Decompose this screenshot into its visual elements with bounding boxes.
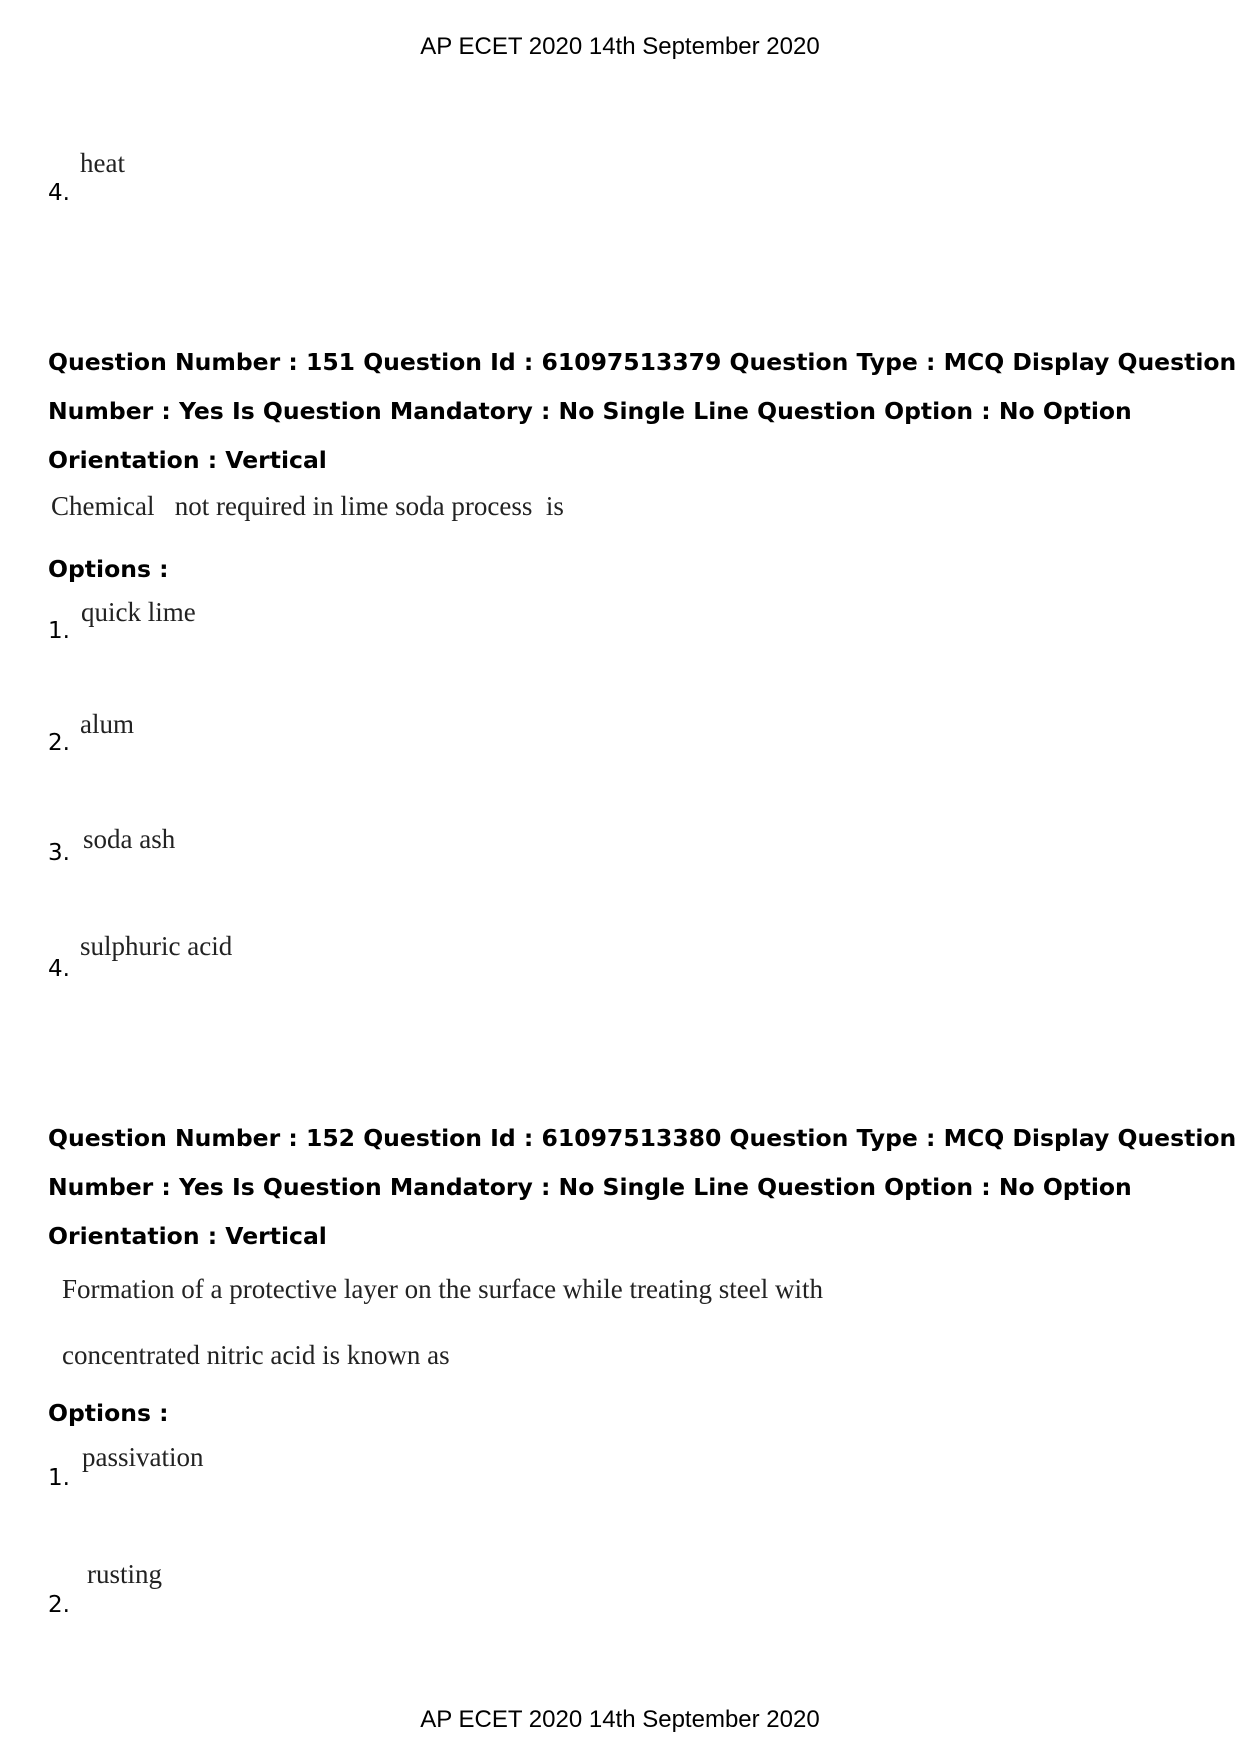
option-number: 3. [48, 840, 70, 866]
option-number: 2. [48, 730, 70, 756]
option-number: 1. [48, 1465, 70, 1491]
question-meta-line: Question Number : 151 Question Id : 61097513379 Question Type : MCQ Display Question [48, 348, 1237, 376]
page-header: AP ECET 2020 14th September 2020 [420, 33, 820, 60]
question-text: concentrated nitric acid is known as [62, 1340, 450, 1370]
question-text: Formation of a protective layer on the surface while treating steel with [62, 1274, 823, 1304]
option-number: 2. [48, 1592, 70, 1618]
option-text: passivation [82, 1442, 204, 1472]
question-meta-line: Number : Yes Is Question Mandatory : No Single Line Question Option : No Option [48, 1173, 1132, 1201]
option-text: heat [80, 148, 125, 178]
question-meta-line: Orientation : Vertical [48, 1222, 327, 1250]
option-text: sulphuric acid [80, 931, 233, 961]
question-meta-line: Question Number : 152 Question Id : 61097513380 Question Type : MCQ Display Question [48, 1124, 1237, 1152]
option-number: 4. [48, 180, 70, 206]
question-meta-line: Number : Yes Is Question Mandatory : No Single Line Question Option : No Option [48, 397, 1132, 425]
option-text: alum [80, 709, 134, 739]
page-footer: AP ECET 2020 14th September 2020 [420, 1706, 820, 1733]
option-text: rusting [87, 1559, 163, 1589]
question-meta-line: Orientation : Vertical [48, 446, 327, 474]
question-text: Chemical not required in lime soda process is [51, 491, 564, 521]
option-number: 1. [48, 618, 70, 644]
options-label: Options : [48, 555, 169, 583]
option-number: 4. [48, 956, 70, 982]
option-text: soda ash [83, 824, 176, 854]
option-text: quick lime [81, 597, 196, 627]
options-label: Options : [48, 1399, 169, 1427]
